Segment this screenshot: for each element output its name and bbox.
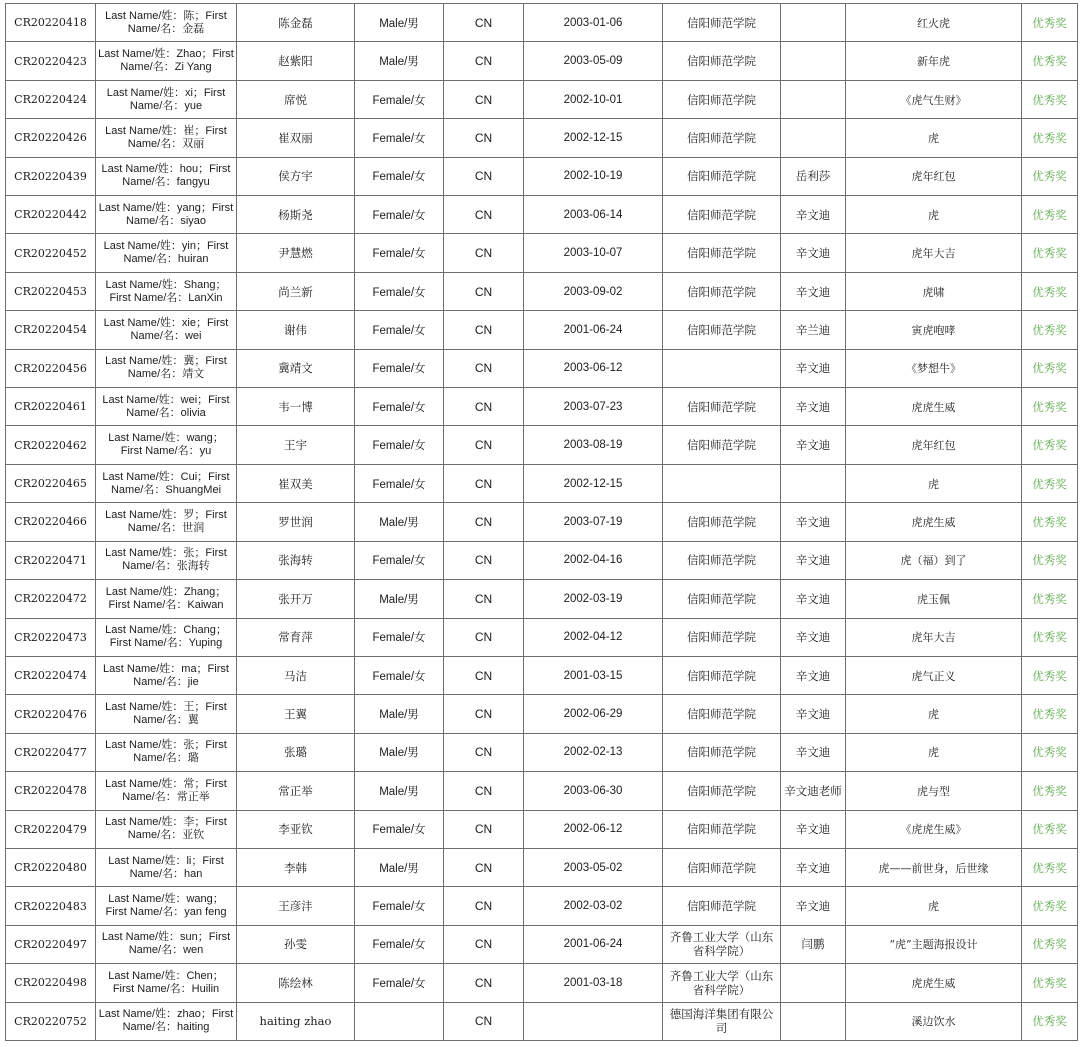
award-cell: 优秀奖 xyxy=(1022,119,1078,157)
work-title-cell: 虎 xyxy=(846,119,1022,157)
entry-id-cell: CR20220418 xyxy=(6,4,96,42)
work-title-cell: 虎 xyxy=(846,695,1022,733)
romanized-name-cell: Last Name/姓：崔；First Name/名：双丽 xyxy=(96,119,237,157)
birth-date-cell: 2003-08-19 xyxy=(524,426,663,464)
table-row xyxy=(6,580,1078,618)
teacher-cell: 辛文迪 xyxy=(781,388,846,426)
table-row xyxy=(6,349,1078,387)
chinese-name-cell: 孙雯 xyxy=(237,925,355,963)
school-cell: 信阳师范学院 xyxy=(663,503,781,541)
birth-date-cell: 2002-12-15 xyxy=(524,119,663,157)
teacher-cell: 辛文迪 xyxy=(781,695,846,733)
birth-date-cell: 2003-01-06 xyxy=(524,4,663,42)
award-cell: 优秀奖 xyxy=(1022,388,1078,426)
school-cell: 信阳师范学院 xyxy=(663,196,781,234)
school-cell xyxy=(663,349,781,387)
birth-date-cell: 2003-05-02 xyxy=(524,848,663,886)
birth-date-cell: 2003-07-19 xyxy=(524,503,663,541)
school-cell: 信阳师范学院 xyxy=(663,272,781,310)
award-cell: 优秀奖 xyxy=(1022,656,1078,694)
entry-id-cell: CR20220466 xyxy=(6,503,96,541)
table-row xyxy=(6,810,1078,848)
chinese-name-cell: 陈绘林 xyxy=(237,964,355,1002)
romanized-name-cell: Last Name/姓：zhao；First Name/名：haiting xyxy=(96,1002,237,1040)
nationality-cell: CN xyxy=(444,80,524,118)
birth-date-cell: 2001-03-15 xyxy=(524,656,663,694)
romanized-name-cell: Last Name/姓：xie；First Name/名：wei xyxy=(96,311,237,349)
romanized-name-cell: Last Name/姓：Cui；First Name/名：ShuangMei xyxy=(96,464,237,502)
school-cell: 信阳师范学院 xyxy=(663,42,781,80)
entry-id-cell: CR20220479 xyxy=(6,810,96,848)
entry-id-cell: CR20220424 xyxy=(6,80,96,118)
work-title-cell: 虎与型 xyxy=(846,772,1022,810)
school-cell: 信阳师范学院 xyxy=(663,80,781,118)
school-cell: 齐鲁工业大学（山东省科学院） xyxy=(663,964,781,1002)
work-title-cell: 虎年大吉 xyxy=(846,234,1022,272)
table-row xyxy=(6,272,1078,310)
award-cell: 优秀奖 xyxy=(1022,272,1078,310)
teacher-cell xyxy=(781,119,846,157)
entry-id-cell: CR20220476 xyxy=(6,695,96,733)
birth-date-cell: 2003-06-14 xyxy=(524,196,663,234)
romanized-name-cell: Last Name/姓：Zhao；First Name/名：Zi Yang xyxy=(96,42,237,80)
work-title-cell: 新年虎 xyxy=(846,42,1022,80)
teacher-cell xyxy=(781,464,846,502)
romanized-name-cell: Last Name/姓：wang；First Name/名：yu xyxy=(96,426,237,464)
school-cell: 信阳师范学院 xyxy=(663,4,781,42)
birth-date-cell: 2002-12-15 xyxy=(524,464,663,502)
birth-date-cell: 2002-02-13 xyxy=(524,733,663,771)
birth-date-cell: 2003-05-09 xyxy=(524,42,663,80)
romanized-name-cell: Last Name/姓：王；First Name/名：翼 xyxy=(96,695,237,733)
nationality-cell: CN xyxy=(444,349,524,387)
birth-date-cell: 2002-06-29 xyxy=(524,695,663,733)
gender-cell: Female/女 xyxy=(355,119,444,157)
school-cell: 信阳师范学院 xyxy=(663,157,781,195)
teacher-cell: 辛文迪 xyxy=(781,541,846,579)
school-cell: 信阳师范学院 xyxy=(663,388,781,426)
entry-id-cell: CR20220454 xyxy=(6,311,96,349)
gender-cell: Female/女 xyxy=(355,618,444,656)
nationality-cell: CN xyxy=(444,925,524,963)
gender-cell: Male/男 xyxy=(355,772,444,810)
school-cell: 德国海洋集团有限公司 xyxy=(663,1002,781,1040)
chinese-name-cell: 王翼 xyxy=(237,695,355,733)
school-cell: 信阳师范学院 xyxy=(663,887,781,925)
romanized-name-cell: Last Name/姓：hou；First Name/名：fangyu xyxy=(96,157,237,195)
school-cell: 信阳师范学院 xyxy=(663,656,781,694)
gender-cell: Female/女 xyxy=(355,541,444,579)
work-title-cell: 虎虎生威 xyxy=(846,964,1022,1002)
award-list-table xyxy=(5,3,1078,1041)
nationality-cell: CN xyxy=(444,580,524,618)
nationality-cell: CN xyxy=(444,810,524,848)
nationality-cell: CN xyxy=(444,42,524,80)
birth-date-cell: 2002-03-02 xyxy=(524,887,663,925)
award-cell: 优秀奖 xyxy=(1022,733,1078,771)
chinese-name-cell: 尹慧燃 xyxy=(237,234,355,272)
table-row xyxy=(6,1002,1078,1040)
teacher-cell: 辛文迪 xyxy=(781,810,846,848)
romanized-name-cell: Last Name/姓：yang；First Name/名：siyao xyxy=(96,196,237,234)
gender-cell: Female/女 xyxy=(355,887,444,925)
chinese-name-cell: 崔双美 xyxy=(237,464,355,502)
gender-cell: Female/女 xyxy=(355,810,444,848)
nationality-cell: CN xyxy=(444,964,524,1002)
award-cell: 优秀奖 xyxy=(1022,887,1078,925)
award-cell: 优秀奖 xyxy=(1022,42,1078,80)
gender-cell: Female/女 xyxy=(355,656,444,694)
gender-cell xyxy=(355,1002,444,1040)
teacher-cell xyxy=(781,42,846,80)
award-cell: 优秀奖 xyxy=(1022,772,1078,810)
chinese-name-cell: haiting zhao xyxy=(237,1002,355,1040)
teacher-cell: 辛文迪 xyxy=(781,503,846,541)
award-cell: 优秀奖 xyxy=(1022,580,1078,618)
teacher-cell xyxy=(781,4,846,42)
award-cell: 优秀奖 xyxy=(1022,196,1078,234)
teacher-cell: 辛文迪 xyxy=(781,426,846,464)
entry-id-cell: CR20220752 xyxy=(6,1002,96,1040)
teacher-cell: 闫鹏 xyxy=(781,925,846,963)
chinese-name-cell: 冀靖文 xyxy=(237,349,355,387)
nationality-cell: CN xyxy=(444,119,524,157)
nationality-cell: CN xyxy=(444,196,524,234)
school-cell: 信阳师范学院 xyxy=(663,618,781,656)
gender-cell: Female/女 xyxy=(355,311,444,349)
award-cell: 优秀奖 xyxy=(1022,695,1078,733)
teacher-cell xyxy=(781,80,846,118)
award-cell: 优秀奖 xyxy=(1022,925,1078,963)
nationality-cell: CN xyxy=(444,157,524,195)
school-cell: 信阳师范学院 xyxy=(663,541,781,579)
chinese-name-cell: 张海转 xyxy=(237,541,355,579)
table-row xyxy=(6,541,1078,579)
work-title-cell: 虎（福）到了 xyxy=(846,541,1022,579)
work-title-cell: 虎气正义 xyxy=(846,656,1022,694)
romanized-name-cell: Last Name/姓：冀；First Name/名：靖文 xyxy=(96,349,237,387)
teacher-cell: 辛文迪老师 xyxy=(781,772,846,810)
romanized-name-cell: Last Name/姓：Shang；First Name/名：LanXin xyxy=(96,272,237,310)
school-cell: 信阳师范学院 xyxy=(663,772,781,810)
chinese-name-cell: 赵紫阳 xyxy=(237,42,355,80)
work-title-cell: 虎玉佩 xyxy=(846,580,1022,618)
gender-cell: Female/女 xyxy=(355,272,444,310)
work-title-cell: 虎 xyxy=(846,887,1022,925)
birth-date-cell: 2003-09-02 xyxy=(524,272,663,310)
table-row xyxy=(6,234,1078,272)
award-cell: 优秀奖 xyxy=(1022,810,1078,848)
birth-date-cell: 2001-06-24 xyxy=(524,311,663,349)
table-row xyxy=(6,848,1078,886)
entry-id-cell: CR20220471 xyxy=(6,541,96,579)
nationality-cell: CN xyxy=(444,503,524,541)
table-row xyxy=(6,964,1078,1002)
entry-id-cell: CR20220423 xyxy=(6,42,96,80)
entry-id-cell: CR20220465 xyxy=(6,464,96,502)
work-title-cell: 虎 xyxy=(846,733,1022,771)
award-cell: 优秀奖 xyxy=(1022,349,1078,387)
award-cell: 优秀奖 xyxy=(1022,426,1078,464)
school-cell: 齐鲁工业大学（山东省科学院） xyxy=(663,925,781,963)
chinese-name-cell: 张开万 xyxy=(237,580,355,618)
gender-cell: Male/男 xyxy=(355,733,444,771)
gender-cell: Male/男 xyxy=(355,4,444,42)
entry-id-cell: CR20220498 xyxy=(6,964,96,1002)
school-cell: 信阳师范学院 xyxy=(663,234,781,272)
award-cell: 优秀奖 xyxy=(1022,157,1078,195)
table-row xyxy=(6,772,1078,810)
gender-cell: Female/女 xyxy=(355,80,444,118)
entry-id-cell: CR20220452 xyxy=(6,234,96,272)
teacher-cell xyxy=(781,1002,846,1040)
work-title-cell: 寅虎咆哮 xyxy=(846,311,1022,349)
table-row xyxy=(6,656,1078,694)
teacher-cell: 辛文迪 xyxy=(781,848,846,886)
award-cell: 优秀奖 xyxy=(1022,311,1078,349)
entry-id-cell: CR20220483 xyxy=(6,887,96,925)
award-cell: 优秀奖 xyxy=(1022,4,1078,42)
teacher-cell: 辛文迪 xyxy=(781,618,846,656)
school-cell: 信阳师范学院 xyxy=(663,119,781,157)
birth-date-cell: 2003-07-23 xyxy=(524,388,663,426)
work-title-cell: 虎虎生威 xyxy=(846,388,1022,426)
chinese-name-cell: 席悦 xyxy=(237,80,355,118)
romanized-name-cell: Last Name/姓：张；First Name/名：璐 xyxy=(96,733,237,771)
table-row xyxy=(6,618,1078,656)
table-row xyxy=(6,311,1078,349)
romanized-name-cell: Last Name/姓：常；First Name/名：常正举 xyxy=(96,772,237,810)
table-row xyxy=(6,42,1078,80)
award-cell: 优秀奖 xyxy=(1022,503,1078,541)
table-row xyxy=(6,733,1078,771)
romanized-name-cell: Last Name/姓：Chang；First Name/名：Yuping xyxy=(96,618,237,656)
gender-cell: Female/女 xyxy=(355,964,444,1002)
table-row xyxy=(6,4,1078,42)
entry-id-cell: CR20220461 xyxy=(6,388,96,426)
work-title-cell: 虎年大吉 xyxy=(846,618,1022,656)
work-title-cell: 虎年红包 xyxy=(846,426,1022,464)
table-row xyxy=(6,157,1078,195)
chinese-name-cell: 谢伟 xyxy=(237,311,355,349)
table-row xyxy=(6,695,1078,733)
work-title-cell: 虎啸 xyxy=(846,272,1022,310)
chinese-name-cell: 崔双丽 xyxy=(237,119,355,157)
romanized-name-cell: Last Name/姓：xi；First Name/名：yue xyxy=(96,80,237,118)
romanized-name-cell: Last Name/姓：sun；First Name/名：wen xyxy=(96,925,237,963)
chinese-name-cell: 常育萍 xyxy=(237,618,355,656)
entry-id-cell: CR20220442 xyxy=(6,196,96,234)
teacher-cell: 辛文迪 xyxy=(781,349,846,387)
table-row xyxy=(6,503,1078,541)
nationality-cell: CN xyxy=(444,887,524,925)
romanized-name-cell: Last Name/姓：yin；First Name/名：huiran xyxy=(96,234,237,272)
table-row xyxy=(6,80,1078,118)
school-cell: 信阳师范学院 xyxy=(663,695,781,733)
gender-cell: Female/女 xyxy=(355,464,444,502)
table-row xyxy=(6,196,1078,234)
birth-date-cell: 2002-03-19 xyxy=(524,580,663,618)
table-row xyxy=(6,426,1078,464)
romanized-name-cell: Last Name/姓：Zhang；First Name/名：Kaiwan xyxy=(96,580,237,618)
chinese-name-cell: 李亚钦 xyxy=(237,810,355,848)
teacher-cell: 辛文迪 xyxy=(781,887,846,925)
chinese-name-cell: 王彦沣 xyxy=(237,887,355,925)
school-cell xyxy=(663,464,781,502)
entry-id-cell: CR20220480 xyxy=(6,848,96,886)
table-row xyxy=(6,388,1078,426)
nationality-cell: CN xyxy=(444,388,524,426)
table-row xyxy=(6,464,1078,502)
school-cell: 信阳师范学院 xyxy=(663,848,781,886)
chinese-name-cell: 韦一博 xyxy=(237,388,355,426)
romanized-name-cell: Last Name/姓：陈；First Name/名：金磊 xyxy=(96,4,237,42)
table-row xyxy=(6,119,1078,157)
award-cell: 优秀奖 xyxy=(1022,234,1078,272)
romanized-name-cell: Last Name/姓：ma；First Name/名：jie xyxy=(96,656,237,694)
work-title-cell: 虎年红包 xyxy=(846,157,1022,195)
school-cell: 信阳师范学院 xyxy=(663,810,781,848)
award-cell: 优秀奖 xyxy=(1022,618,1078,656)
romanized-name-cell: Last Name/姓：Chen；First Name/名：Huilin xyxy=(96,964,237,1002)
gender-cell: Male/男 xyxy=(355,503,444,541)
entry-id-cell: CR20220474 xyxy=(6,656,96,694)
entry-id-cell: CR20220439 xyxy=(6,157,96,195)
award-cell: 优秀奖 xyxy=(1022,541,1078,579)
gender-cell: Male/男 xyxy=(355,848,444,886)
romanized-name-cell: Last Name/姓：李；First Name/名：亚钦 xyxy=(96,810,237,848)
romanized-name-cell: Last Name/姓：wei；First Name/名：olivia xyxy=(96,388,237,426)
entry-id-cell: CR20220472 xyxy=(6,580,96,618)
nationality-cell: CN xyxy=(444,848,524,886)
entry-id-cell: CR20220477 xyxy=(6,733,96,771)
table-body xyxy=(6,4,1078,1041)
chinese-name-cell: 侯方宇 xyxy=(237,157,355,195)
gender-cell: Female/女 xyxy=(355,426,444,464)
teacher-cell: 岳利莎 xyxy=(781,157,846,195)
birth-date-cell: 2002-06-12 xyxy=(524,810,663,848)
birth-date-cell: 2001-06-24 xyxy=(524,925,663,963)
chinese-name-cell: 王宇 xyxy=(237,426,355,464)
nationality-cell: CN xyxy=(444,618,524,656)
nationality-cell: CN xyxy=(444,695,524,733)
nationality-cell: CN xyxy=(444,733,524,771)
teacher-cell: 辛文迪 xyxy=(781,234,846,272)
gender-cell: Female/女 xyxy=(355,349,444,387)
award-cell: 优秀奖 xyxy=(1022,848,1078,886)
gender-cell: Female/女 xyxy=(355,157,444,195)
chinese-name-cell: 马洁 xyxy=(237,656,355,694)
table-row xyxy=(6,925,1078,963)
nationality-cell: CN xyxy=(444,234,524,272)
birth-date-cell: 2003-06-12 xyxy=(524,349,663,387)
work-title-cell: 《梦想牛》 xyxy=(846,349,1022,387)
nationality-cell: CN xyxy=(444,4,524,42)
school-cell: 信阳师范学院 xyxy=(663,733,781,771)
romanized-name-cell: Last Name/姓：wang；First Name/名：yan feng xyxy=(96,887,237,925)
work-title-cell: 红火虎 xyxy=(846,4,1022,42)
work-title-cell: 虎 xyxy=(846,464,1022,502)
table-row xyxy=(6,887,1078,925)
entry-id-cell: CR20220473 xyxy=(6,618,96,656)
school-cell: 信阳师范学院 xyxy=(663,580,781,618)
chinese-name-cell: 常正举 xyxy=(237,772,355,810)
teacher-cell: 辛文迪 xyxy=(781,733,846,771)
award-cell: 优秀奖 xyxy=(1022,464,1078,502)
birth-date-cell: 2003-10-07 xyxy=(524,234,663,272)
chinese-name-cell: 罗世润 xyxy=(237,503,355,541)
award-cell: 优秀奖 xyxy=(1022,1002,1078,1040)
nationality-cell: CN xyxy=(444,656,524,694)
romanized-name-cell: Last Name/姓：张；First Name/名：张海转 xyxy=(96,541,237,579)
award-cell: 优秀奖 xyxy=(1022,964,1078,1002)
birth-date-cell: 2002-04-16 xyxy=(524,541,663,579)
nationality-cell: CN xyxy=(444,272,524,310)
entry-id-cell: CR20220426 xyxy=(6,119,96,157)
gender-cell: Female/女 xyxy=(355,388,444,426)
romanized-name-cell: Last Name/姓：罗；First Name/名：世润 xyxy=(96,503,237,541)
entry-id-cell: CR20220453 xyxy=(6,272,96,310)
work-title-cell: “虎”主题海报设计 xyxy=(846,925,1022,963)
award-cell: 优秀奖 xyxy=(1022,80,1078,118)
entry-id-cell: CR20220478 xyxy=(6,772,96,810)
nationality-cell: CN xyxy=(444,1002,524,1040)
birth-date-cell: 2002-10-01 xyxy=(524,80,663,118)
birth-date-cell xyxy=(524,1002,663,1040)
work-title-cell: 《虎气生财》 xyxy=(846,80,1022,118)
gender-cell: Female/女 xyxy=(355,925,444,963)
teacher-cell: 辛文迪 xyxy=(781,656,846,694)
chinese-name-cell: 李韩 xyxy=(237,848,355,886)
gender-cell: Male/男 xyxy=(355,695,444,733)
entry-id-cell: CR20220456 xyxy=(6,349,96,387)
birth-date-cell: 2003-06-30 xyxy=(524,772,663,810)
teacher-cell: 辛文迪 xyxy=(781,580,846,618)
nationality-cell: CN xyxy=(444,311,524,349)
birth-date-cell: 2002-10-19 xyxy=(524,157,663,195)
nationality-cell: CN xyxy=(444,772,524,810)
gender-cell: Male/男 xyxy=(355,580,444,618)
gender-cell: Male/男 xyxy=(355,42,444,80)
chinese-name-cell: 杨斯尧 xyxy=(237,196,355,234)
teacher-cell: 辛文迪 xyxy=(781,196,846,234)
chinese-name-cell: 陈金磊 xyxy=(237,4,355,42)
gender-cell: Female/女 xyxy=(355,234,444,272)
entry-id-cell: CR20220462 xyxy=(6,426,96,464)
work-title-cell: 《虎虎生威》 xyxy=(846,810,1022,848)
nationality-cell: CN xyxy=(444,541,524,579)
work-title-cell: 虎——前世身，后世缘 xyxy=(846,848,1022,886)
nationality-cell: CN xyxy=(444,426,524,464)
nationality-cell: CN xyxy=(444,464,524,502)
chinese-name-cell: 尚兰新 xyxy=(237,272,355,310)
teacher-cell: 辛兰迪 xyxy=(781,311,846,349)
chinese-name-cell: 张璐 xyxy=(237,733,355,771)
teacher-cell xyxy=(781,964,846,1002)
gender-cell: Female/女 xyxy=(355,196,444,234)
work-title-cell: 溪边饮水 xyxy=(846,1002,1022,1040)
birth-date-cell: 2002-04-12 xyxy=(524,618,663,656)
birth-date-cell: 2001-03-18 xyxy=(524,964,663,1002)
work-title-cell: 虎虎生威 xyxy=(846,503,1022,541)
work-title-cell: 虎 xyxy=(846,196,1022,234)
romanized-name-cell: Last Name/姓：li；First Name/名：han xyxy=(96,848,237,886)
entry-id-cell: CR20220497 xyxy=(6,925,96,963)
teacher-cell: 辛文迪 xyxy=(781,272,846,310)
school-cell: 信阳师范学院 xyxy=(663,426,781,464)
school-cell: 信阳师范学院 xyxy=(663,311,781,349)
